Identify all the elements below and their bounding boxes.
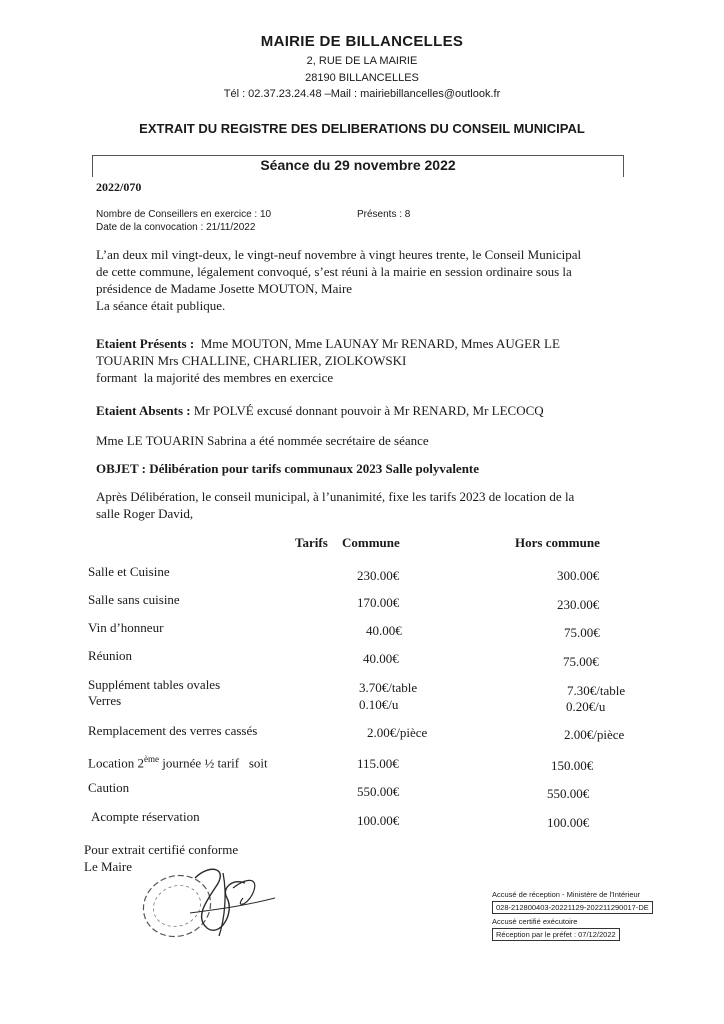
seance-box [92,155,624,177]
row-label [88,751,268,771]
signature-stamp-icon [135,858,285,948]
row-label-prefix: Location 2 [88,755,144,771]
table-row [0,751,724,781]
hors-commune-value: 75.00€ [563,654,599,669]
accuse-title: Accusé de réception - Ministère de l'Intérieur [492,890,641,899]
commune-value: 40.00€ [363,651,399,666]
deliberation-reference: 2022/070 [96,180,142,194]
table-row [0,563,724,593]
row-label: Verres [88,693,122,708]
presents-count: Présents : 8 [357,209,411,220]
address-street: 2, RUE DE LA MAIRIE [306,55,418,67]
intro-line: L’an deux mil vingt-deux, le vingt-neuf novembre à vingt heures trente, le Conseil Municipal [96,247,582,262]
address-city: 28190 BILLANCELLES [305,72,419,84]
commune-value: 115.00€ [357,756,399,771]
row-label: Réunion [88,648,133,663]
accuse-reception-date: Réception par le préfet : 07/12/2022 [492,928,620,941]
deliberation-paragraph [96,488,636,522]
mairie-name: MAIRIE DE BILLANCELLES [260,33,464,50]
seance-title: Séance du 29 novembre 2022 [260,157,456,173]
hors-commune-value: 2.00€/pièce [564,727,625,742]
convocation-date: Date de la convocation : 21/11/2022 [96,222,256,233]
absents-text: Mr POLVÉ excusé donnant pouvoir à Mr RENARD, Mr LECOCQ [190,403,544,418]
presents-label: Etaient Présents : [96,336,195,351]
row-label: Vin d’honneur [88,620,164,635]
deliberation-line: Après Délibération, le conseil municipal, à l’unanimité, fixe les tarifs 2023 de location de la [96,489,575,504]
presents-names: Mme MOUTON, Mme LAUNAY Mr RENARD, Mmes AUGER LE [194,336,560,351]
hors-commune-value: 75.00€ [564,625,600,640]
table-row [0,647,724,677]
maire-line: Le Maire [84,859,133,874]
commune-value: 550.00€ [357,784,400,799]
presents-line-2: TOUARIN Mrs CHALLINE, CHARLIER, ZIOLKOWSKI [96,353,407,368]
secretaire-line: Mme LE TOUARIN Sabrina a été nommée secrétaire de séance [96,433,429,448]
hors-commune-value: 150.00€ [551,758,594,773]
row-label: Remplacement des verres cassés [88,723,258,738]
hors-commune-value: 100.00€ [547,815,590,830]
table-row [0,692,724,722]
row-label-suffix: journée ½ tarif soit [158,755,268,771]
commune-value: 100.00€ [357,813,400,828]
row-label: Salle et Cuisine [88,564,170,579]
header-tarifs: Tarifs [295,535,328,550]
certified-line: Pour extrait certifié conforme [84,842,239,857]
row-label-sup: ème [143,754,159,764]
intro-paragraph [96,246,636,314]
table-row [0,591,724,621]
accuse-reception [492,889,682,943]
conseillers-count: Nombre de Conseillers en exercice : 10 [96,209,272,220]
intro-line: présidence de Madame Josette MOUTON, Maire [96,281,353,296]
deliberation-line: salle Roger David, [96,506,194,521]
objet-line: OBJET : Délibération pour tarifs communaux 2023 Salle polyvalente [96,461,480,476]
absents-label: Etaient Absents : [96,403,191,418]
row-label: Acompte réservation [91,809,200,824]
hors-commune-value: 300.00€ [557,568,600,583]
header-commune: Commune [342,535,400,550]
presents-line-1 [96,335,636,352]
presents-block [96,335,636,386]
hors-commune-value: 230.00€ [557,597,600,612]
accuse-certifie: Accusé certifié exécutoire [492,917,578,926]
accuse-id: 028-212800403-20221129-202211290017-DE [492,901,653,914]
table-row [0,779,724,809]
intro-line: de cette commune, légalement convoqué, s’est réuni à la mairie en session ordinaire sous la [96,264,572,279]
table-row [0,722,724,752]
hors-commune-value: 0.20€/u [566,699,606,714]
document-title: EXTRAIT DU REGISTRE DES DELIBERATIONS DU CONSEIL MUNICIPAL [139,121,585,136]
hors-commune-value: 7.30€/table [567,683,626,698]
commune-value: 2.00€/pièce [367,725,428,740]
contact-line: Tél : 02.37.23.24.48 –Mail : mairiebillancelles@outlook.fr [223,88,501,100]
table-row [0,808,724,838]
commune-value: 0.10€/u [359,697,399,712]
table-row [0,619,724,649]
hors-commune-value: 550.00€ [547,786,590,801]
row-label: Salle sans cuisine [88,592,180,607]
commune-value: 230.00€ [357,568,400,583]
absents-block [96,402,636,419]
commune-value: 40.00€ [366,623,402,638]
header-hors-commune: Hors commune [515,535,600,550]
intro-line: La séance était publique. [96,298,226,313]
presents-majority: formant la majorité des membres en exercice [96,370,334,385]
commune-value: 3.70€/table [359,680,418,695]
row-label: Supplément tables ovales [88,677,221,692]
commune-value: 170.00€ [357,595,400,610]
row-label: Caution [88,780,130,795]
